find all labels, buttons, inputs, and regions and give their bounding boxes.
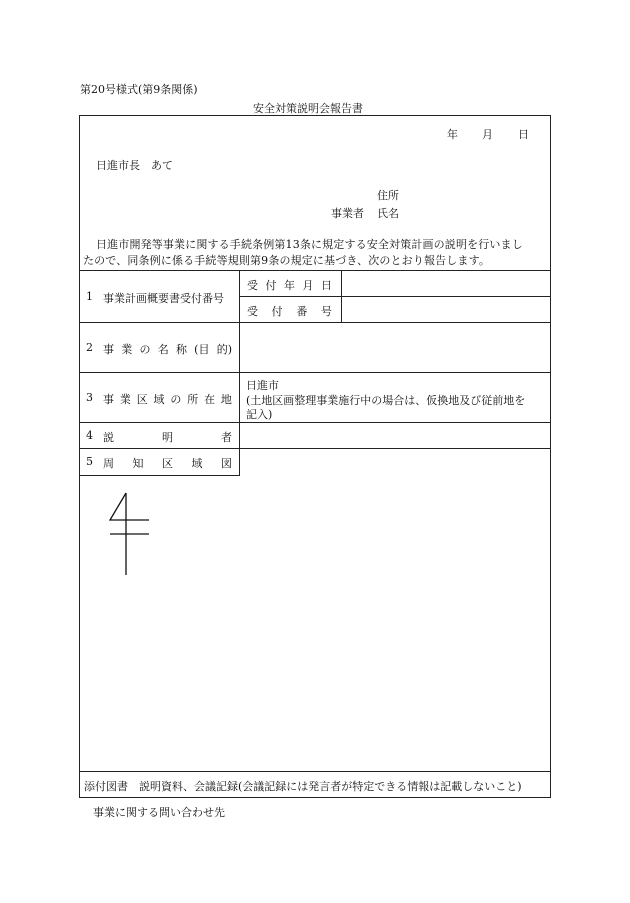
label-char: 区 [162, 457, 173, 470]
name-label: 氏名 [377, 207, 399, 220]
attachments-top-line [79, 771, 551, 772]
label-char: 域 [191, 457, 203, 470]
date-year: 年 [447, 128, 458, 141]
row3-bottom-line [79, 422, 551, 423]
label-char: の [139, 343, 151, 356]
row5-number: 5 [86, 455, 93, 468]
row1-number: 1 [86, 290, 93, 303]
document-title: 安全対策説明会報告書 [253, 102, 363, 115]
label-char: 年 [284, 279, 295, 292]
label-char: 称 [175, 343, 187, 356]
label-char: 付 [271, 305, 283, 318]
date-day: 日 [518, 128, 529, 141]
north-arrow-icon [104, 490, 154, 580]
row2-label [103, 341, 232, 357]
label-char: の [170, 393, 182, 406]
row3-label [103, 391, 232, 407]
label-char: 業 [121, 343, 133, 356]
label-char: 号 [320, 305, 332, 318]
row1-sub-column-divider [341, 270, 342, 322]
row3-value-line3: 記入) [246, 408, 273, 421]
addressee: 日進市長 あて [96, 159, 173, 172]
label-char: 付 [265, 279, 277, 292]
table-top-line [79, 270, 551, 271]
business-operator-label: 事業者 [331, 207, 364, 220]
label-char: 区 [136, 393, 148, 406]
label-char: 地 [220, 393, 232, 406]
address-label: 住所 [377, 189, 399, 202]
label-char: 図 [221, 457, 232, 470]
body-text-line1: 日進市開発等事業に関する手続条例第13条に規定する安全対策計画の説明を行いまし [96, 238, 523, 251]
label-char: 者 [221, 431, 232, 444]
row2-bottom-line [79, 372, 551, 373]
label-char: 名 [157, 343, 169, 356]
label-char: 受 [247, 279, 258, 292]
label-char: (目 [194, 343, 210, 356]
label-column-divider [239, 270, 240, 476]
label-char: 受 [247, 305, 258, 318]
label-char: 所 [187, 393, 199, 406]
row5-label-bottom-line [79, 475, 240, 476]
row2-number: 2 [86, 341, 93, 354]
label-char: 域 [153, 393, 165, 406]
label-char: 番 [296, 305, 308, 318]
form-number: 第20号様式(第9条関係) [80, 83, 198, 96]
row4-number: 4 [86, 429, 93, 442]
label-char: 事 [103, 343, 114, 356]
row4-label [103, 429, 232, 445]
row1-sub-receipt-number [247, 303, 332, 319]
label-char: 明 [162, 431, 173, 444]
row1-sub-divider [239, 296, 551, 297]
label-char: 的) [216, 343, 232, 356]
contact-label: 事業に関する問い合わせ先 [93, 806, 225, 819]
row3-value-line2: (土地区画整理事業施行中の場合は、仮換地及び従前地を [246, 394, 526, 407]
row1-label: 事業計画概要書受付番号 [103, 292, 224, 305]
body-text-line2: たので、同条例に係る手続等規則第9条の規定に基づき、次のとおり報告します。 [83, 254, 491, 267]
label-char: 在 [204, 393, 216, 406]
row3-value-line1: 日進市 [246, 379, 279, 392]
label-char: 周 [103, 457, 114, 470]
row3-number: 3 [86, 391, 93, 404]
row1-bottom-line [79, 322, 551, 323]
row1-sub-receipt-date [247, 277, 332, 293]
row4-bottom-line [79, 448, 551, 449]
attachments-text: 添付図書 説明資料、会議記録(会議記録には発言者が特定できる情報は記載しないこと) [84, 780, 522, 793]
label-char: 業 [119, 393, 131, 406]
label-char: 月 [302, 279, 314, 292]
label-char: 説 [103, 431, 114, 444]
row5-label [103, 455, 232, 471]
label-char: 知 [132, 457, 144, 470]
label-char: 事 [103, 393, 114, 406]
date-month: 月 [482, 128, 493, 141]
label-char: 日 [321, 279, 332, 292]
